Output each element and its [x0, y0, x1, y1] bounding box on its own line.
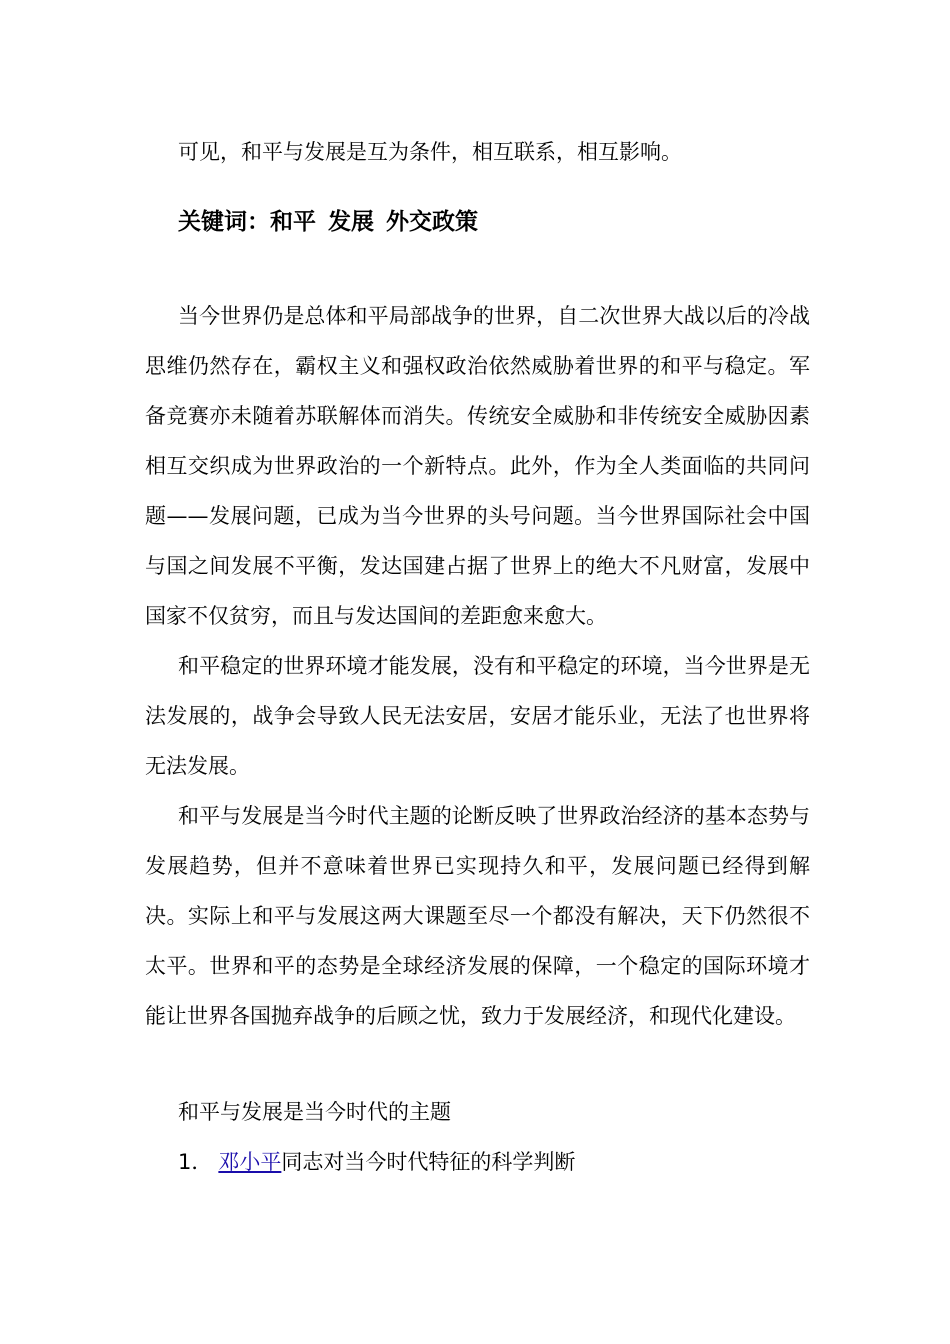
paragraph-world-situation: 当今世界仍是总体和平局部战争的世界，自二次世界大战以后的冷战思维仍然存在，霸权主义和强权政治依然威胁着世界的和平与稳定。军备竞赛亦未随着苏联解体而消失。传统安全威胁和非传统安全威胁因素相互交织成为世界政治的一个新特点。此外，作为全人类面临的共同问题——发展问题，已成为当今世界的头号问题。当今世界国际社会中国与国之间发展不平衡，发达国建占据了世界上的绝大不凡财富，发展中国家不仅贫穷，而且与发达国间的差距愈来愈大。 — [145, 304, 810, 628]
keyword-item: 和平 — [270, 209, 316, 235]
list-item-number: 1． — [178, 1150, 213, 1174]
section-heading: 和平与发展是当今时代的主题 — [178, 1100, 451, 1124]
keywords-label: 关键词： — [178, 209, 270, 235]
body-text — [145, 291, 810, 1041]
list-item-text: 同志对当今时代特征的科学判断 — [281, 1150, 576, 1174]
intro-sentence: 可见，和平与发展是互为条件，相互联系，相互影响。 — [178, 140, 682, 164]
keyword-item: 发展 — [328, 209, 374, 235]
keywords-line — [178, 197, 490, 247]
list-item — [178, 1137, 575, 1187]
paragraph-peace-stability: 和平稳定的世界环境才能发展，没有和平稳定的环境，当今世界是无法发展的，战争会导致人民无法安居，安居才能乐业，无法了也世界将无法发展。 — [145, 654, 810, 778]
keyword-item: 外交政策 — [386, 209, 478, 235]
person-link[interactable]: 邓小平 — [218, 1150, 282, 1174]
paragraph-theme-judgement: 和平与发展是当今时代主题的论断反映了世界政治经济的基本态势与发展趋势，但并不意味着世界已实现持久和平，发展问题已经得到解决。实际上和平与发展这两大课题至尽一个都没有解决，天下仍然很不太平。世界和平的态势是全球经济发展的保障，一个稳定的国际环境才能让世界各国抛弃战争的后顾之忧，致力于发展经济，和现代化建设。 — [145, 804, 810, 1028]
